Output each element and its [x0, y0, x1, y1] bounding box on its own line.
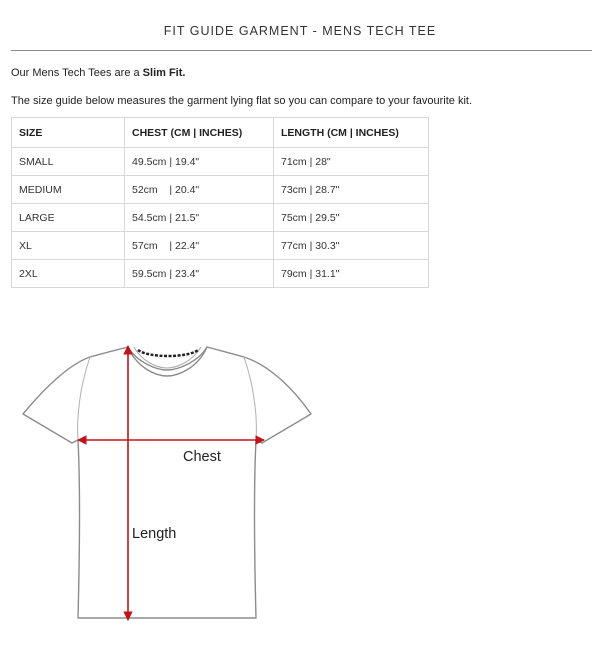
length-cell: 77cm | 30.3" — [274, 232, 429, 260]
fit-intro — [11, 67, 185, 79]
chest-cell: 54.5cm | 21.5" — [125, 204, 274, 232]
tshirt-diagram — [18, 340, 338, 630]
table-row — [12, 176, 429, 204]
length-label: Length — [132, 526, 177, 542]
length-cell: 73cm | 28.7" — [274, 176, 429, 204]
page-title: FIT GUIDE GARMENT - MENS TECH TEE — [163, 24, 437, 38]
length-cell: 75cm | 29.5" — [274, 204, 429, 232]
table-row — [12, 260, 429, 288]
fit-type: Slim Fit. — [142, 67, 186, 79]
size-cell: 2XL — [12, 260, 125, 288]
size-cell: LARGE — [12, 204, 125, 232]
table-header-row — [12, 118, 429, 148]
header-size: SIZE — [12, 118, 125, 148]
measure-note: The size guide below measures the garment lying flat so you can compare to your favourite kit. — [11, 95, 473, 107]
size-cell: MEDIUM — [12, 176, 125, 204]
table-row — [12, 148, 429, 176]
length-cell: 79cm | 31.1" — [274, 260, 429, 288]
header-chest: CHEST (CM | INCHES) — [125, 118, 274, 148]
neck-tape — [138, 350, 198, 356]
table-row — [12, 232, 429, 260]
chest-cell: 59.5cm | 23.4" — [125, 260, 274, 288]
fit-intro-text: Our Mens Tech Tees are a — [11, 67, 143, 79]
size-table — [11, 117, 429, 288]
table-row — [12, 204, 429, 232]
chest-cell: 57cm | 22.4" — [125, 232, 274, 260]
chest-cell: 49.5cm | 19.4" — [125, 148, 274, 176]
tshirt-outline — [23, 347, 311, 618]
chest-cell: 52cm | 20.4" — [125, 176, 274, 204]
header-length: LENGTH (CM | INCHES) — [274, 118, 429, 148]
chest-label: Chest — [183, 449, 221, 465]
title-divider — [11, 50, 592, 51]
size-cell: XL — [12, 232, 125, 260]
size-cell: SMALL — [12, 148, 125, 176]
length-cell: 71cm | 28" — [274, 148, 429, 176]
